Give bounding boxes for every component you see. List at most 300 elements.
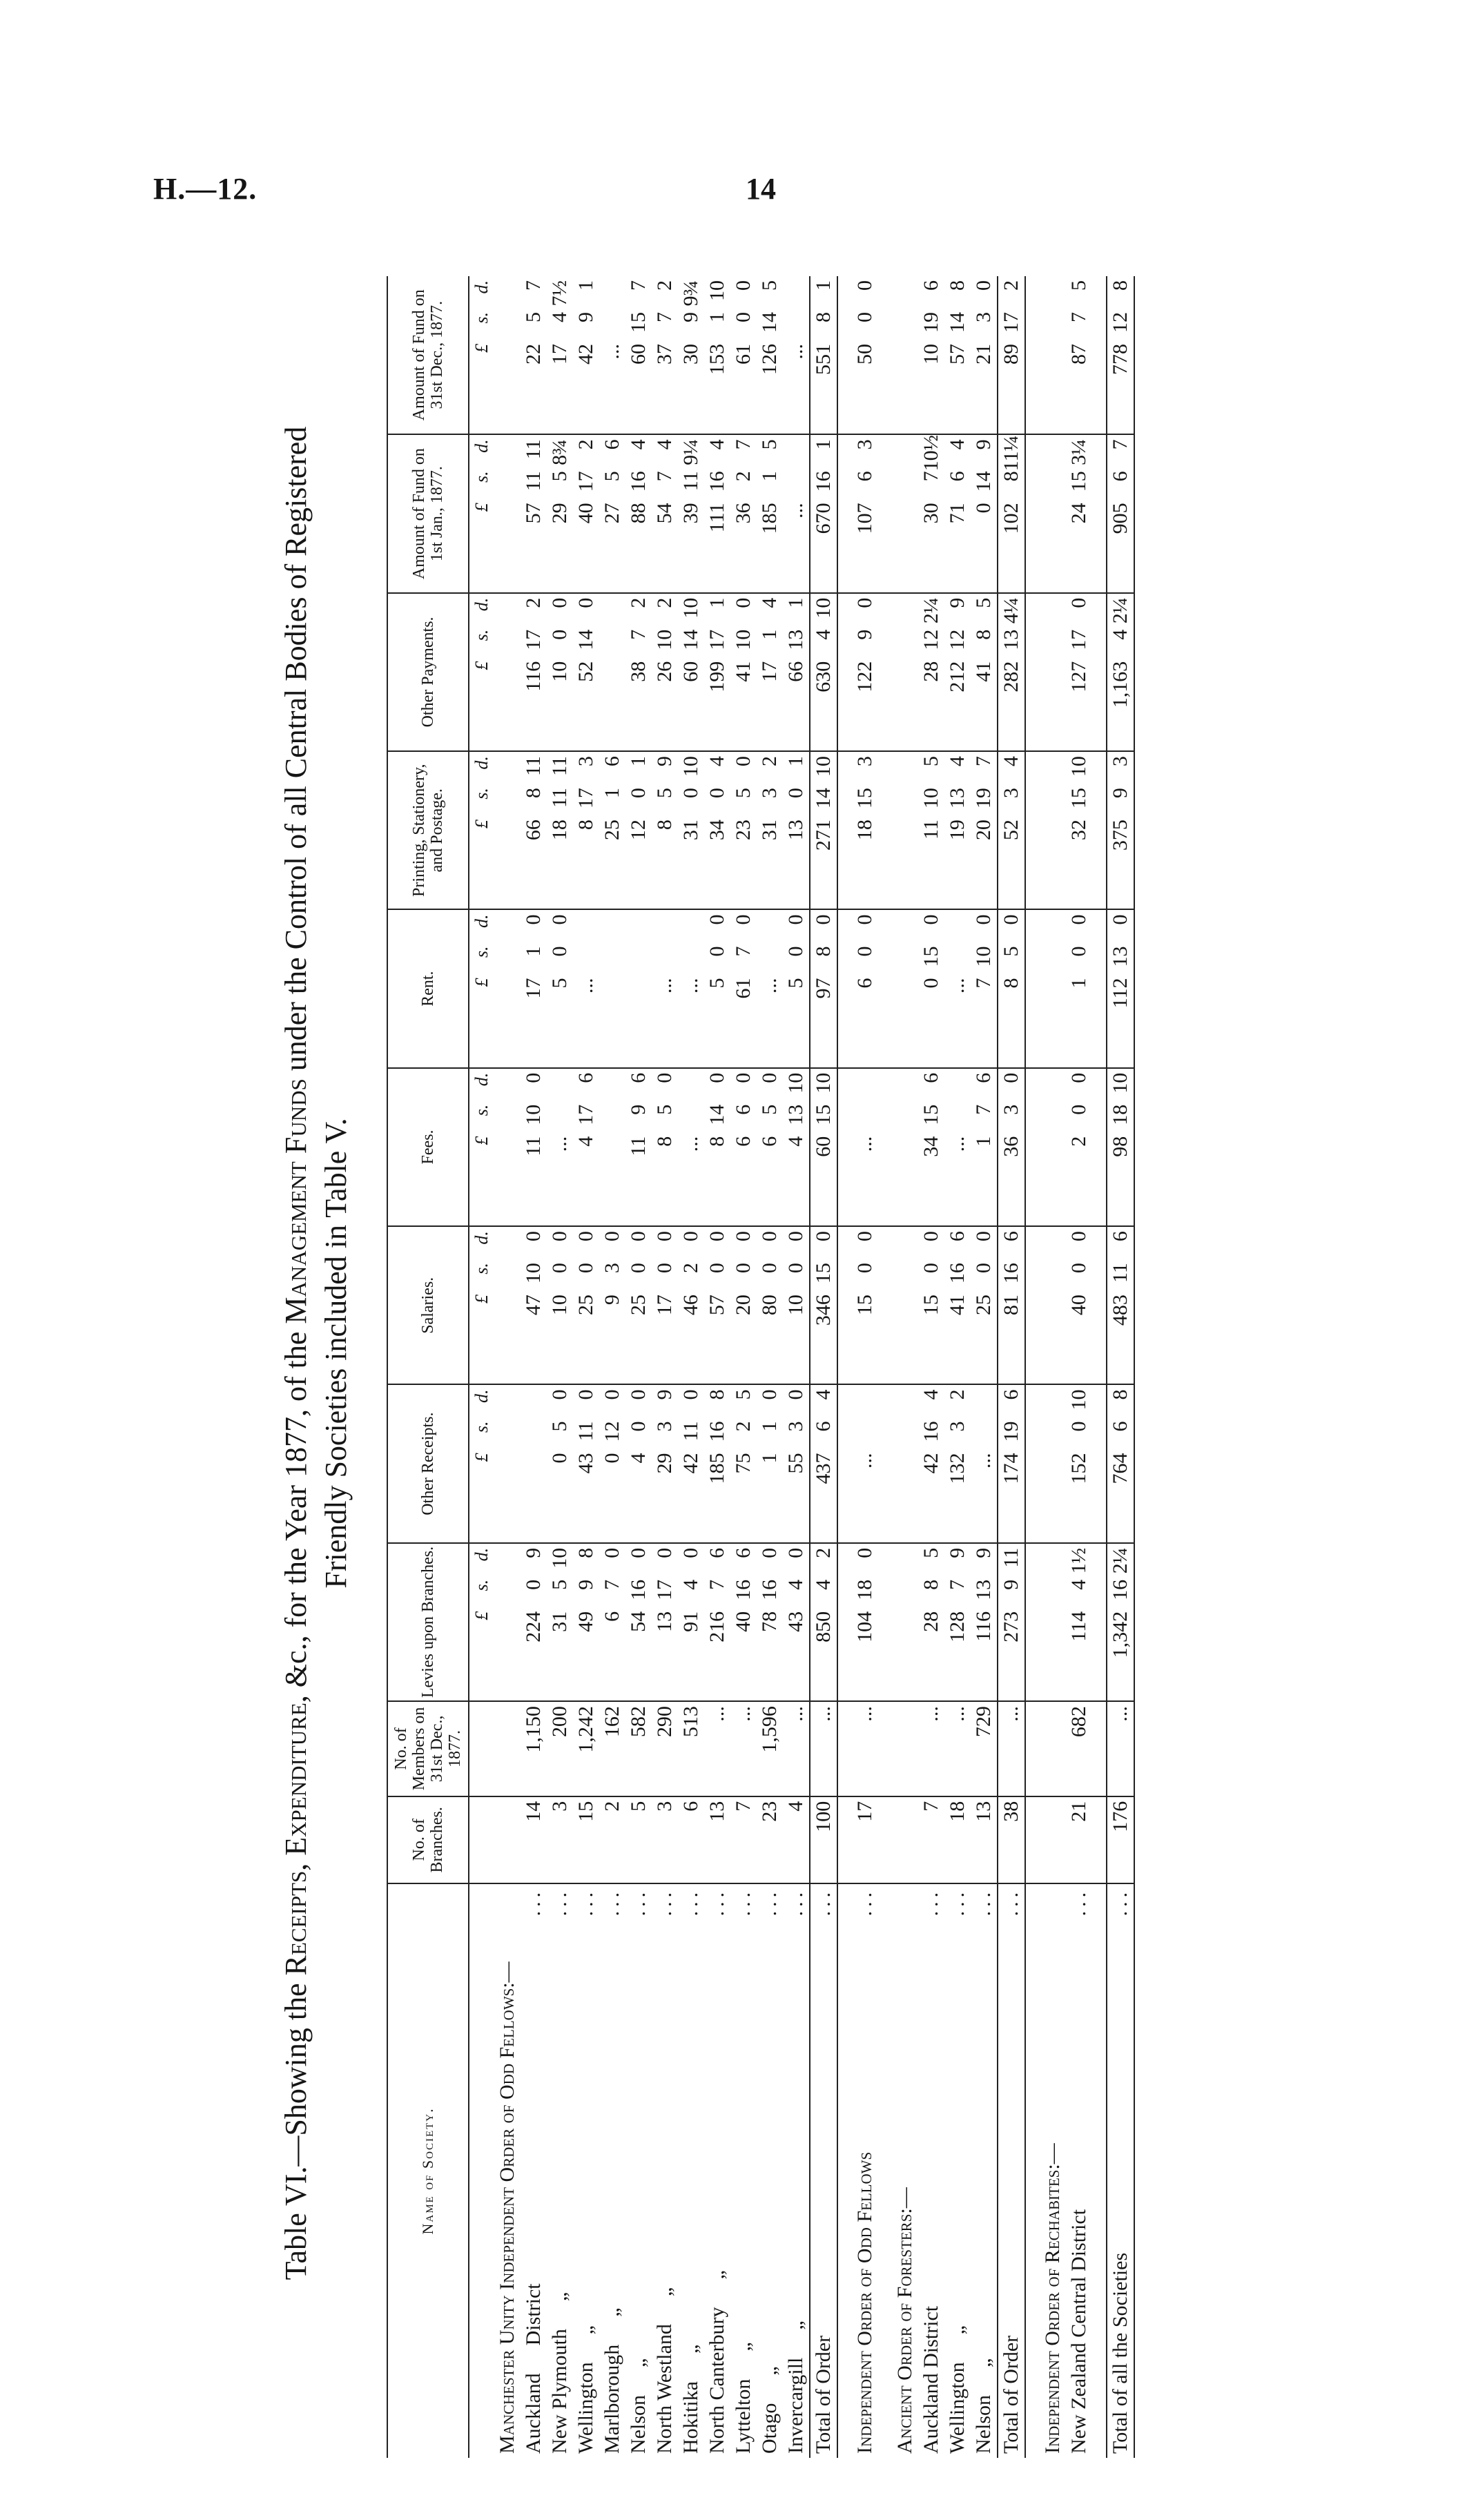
levies-cell [1066, 1543, 1092, 1701]
printing-cell-l: 20 [972, 820, 995, 841]
fees-cell-lsd [784, 1069, 808, 1225]
levies-cell [852, 1543, 878, 1701]
fund_end-cell-d [601, 276, 624, 312]
fees-cell-lsd [946, 1069, 969, 1225]
fees-cell [852, 1068, 878, 1226]
spacer-cell [837, 1068, 852, 1226]
rent-cell [625, 909, 652, 1067]
printing-cell-d: 3 [1109, 756, 1132, 767]
levies-cell-d: 0 [853, 1547, 876, 1558]
society-name: North Westland [653, 2324, 676, 2454]
rent-cell-lsd [1000, 910, 1023, 1067]
units-fund_start [469, 434, 494, 592]
salaries-cell-lsd [574, 1227, 598, 1384]
levies-cell-lsd [653, 1544, 677, 1700]
other-cell [810, 1384, 837, 1542]
fund_end-cell-d: 0 [853, 280, 876, 291]
other-cell [599, 1384, 625, 1542]
spacer-row [837, 276, 852, 2458]
fund_end-cell [757, 276, 783, 434]
spacer-cell [1092, 434, 1107, 592]
fund_start-cell [521, 434, 547, 592]
salaries-cell-d: 0 [853, 1231, 876, 1242]
spacer-cell [878, 1226, 892, 1384]
other_pay-cell-d: 0 [853, 597, 876, 608]
other_pay-cell-s: 17 [706, 629, 728, 650]
fund_end-cell-d: 9¾ [679, 280, 702, 307]
fund_start-cell [971, 434, 998, 592]
fund_start-cell [757, 434, 783, 592]
branches-cell: 15 [573, 1796, 599, 1883]
fund_start-cell-s: 5 [601, 471, 623, 482]
table-row [652, 276, 678, 2458]
rent-cell-s [574, 946, 598, 978]
levies-cell [573, 1543, 599, 1701]
rent-cell [757, 909, 783, 1067]
spacer-cell [878, 1701, 892, 1796]
fund_start-cell-d: 7 [1109, 439, 1132, 450]
other_pay-cell-l: 1,163 [1109, 661, 1132, 708]
rent-cell [1107, 909, 1134, 1067]
spacer-cell [878, 593, 892, 751]
fund_start-cell-s: 7 [920, 471, 942, 482]
table-row [1040, 276, 1066, 2458]
unit-l-label: £ [472, 978, 492, 987]
rent-cell-l: 5 [784, 978, 807, 989]
fund_start-cell-s: 16 [706, 471, 728, 492]
table-row [494, 276, 521, 2458]
levies-cell [625, 1543, 652, 1701]
salaries-cell-lsd [853, 1227, 877, 1384]
levies-cell-l: 40 [732, 1611, 755, 1632]
fund_start-cell-s [784, 471, 808, 503]
fund_start-cell-lsd [946, 435, 969, 592]
salaries-cell-s: 0 [574, 1263, 597, 1274]
levies-cell-s: 4 [1067, 1579, 1090, 1590]
district-suffix: District [522, 2283, 545, 2346]
printing-cell-lsd [946, 752, 969, 909]
other-cell-lsd [1067, 1385, 1091, 1542]
district-suffix: „ [972, 2358, 995, 2367]
fund_end-cell-lsd [758, 276, 781, 434]
printing-cell-s: 19 [972, 788, 995, 809]
fund_start-cell-d: 6 [601, 439, 623, 450]
spacer-cell [1092, 1068, 1107, 1226]
rent-cell-l: ... [679, 978, 702, 994]
fees-cell-s [548, 1105, 572, 1136]
spacer-cell [1092, 1226, 1107, 1384]
fund_start-cell-s: 6 [853, 471, 876, 482]
rent-cell [971, 909, 998, 1067]
fund_start-cell-s: 16 [812, 471, 835, 492]
rent-cell-l: 6 [853, 978, 876, 989]
units-fund_end-lsd [472, 276, 492, 434]
other-cell-d: 4 [920, 1389, 942, 1400]
printing-cell-s: 13 [946, 788, 969, 809]
unit-d-label: d. [472, 439, 492, 453]
levies-cell-d: 0 [627, 1547, 650, 1558]
fund_start-cell-l: 185 [758, 503, 781, 534]
spacer-cell [837, 1701, 852, 1796]
fund_end-cell-s [784, 312, 808, 344]
levies-cell-s: 16 [627, 1579, 650, 1600]
members-cell: ... [1107, 1701, 1134, 1796]
levies-cell [547, 1543, 573, 1701]
other-cell-lsd [706, 1385, 729, 1542]
levies-cell-lsd [601, 1544, 624, 1700]
salaries-cell-lsd [732, 1227, 755, 1384]
printing-cell [678, 751, 704, 909]
levies-cell-s: 18 [853, 1579, 876, 1600]
empty-cell [494, 1226, 521, 1384]
fund_start-cell-lsd [522, 435, 545, 592]
other-cell-lsd [601, 1385, 624, 1542]
rent-cell-l: 5 [706, 978, 728, 989]
other-cell-s: 1 [758, 1421, 781, 1432]
fund_end-cell-s: 9 [574, 312, 597, 322]
rent-cell [730, 909, 757, 1067]
fund_end-cell [547, 276, 573, 434]
other-cell-d: 8 [1109, 1389, 1132, 1400]
fund_end-cell-l: 50 [853, 344, 876, 365]
fund_start-cell [852, 434, 878, 592]
title-management-funds: Management Funds [279, 1078, 313, 1324]
fund_end-cell-l: 30 [679, 344, 702, 365]
printing-cell-d: 2 [758, 756, 781, 767]
rent-cell-lsd [812, 910, 835, 1067]
society-name: Lyttelton [732, 2378, 755, 2454]
fund_end-cell [730, 276, 757, 434]
salaries-cell [573, 1226, 599, 1384]
salaries-cell-lsd [920, 1227, 943, 1384]
fund_end-cell-s: 19 [920, 312, 942, 333]
fees-cell-s [853, 1105, 877, 1136]
salaries-cell [652, 1226, 678, 1384]
salaries-cell-l: 25 [574, 1295, 597, 1316]
levies-cell [998, 1543, 1025, 1701]
fund_end-cell-d: 7 [627, 280, 650, 291]
fund_end-cell-s: 14 [758, 312, 781, 333]
levies-cell-lsd [758, 1544, 781, 1700]
levies-cell-s: 7 [946, 1579, 969, 1590]
other_pay-cell-d: 9 [946, 597, 969, 608]
title-line2: Friendly Societies included in Table V. [319, 1118, 353, 1589]
branches-cell: 2 [599, 1796, 625, 1883]
fund_start-cell-d: 10½ [920, 434, 942, 472]
table-row [730, 276, 757, 2458]
levies-cell [599, 1543, 625, 1701]
other_pay-cell-s: 12 [946, 629, 969, 650]
salaries-cell [757, 1226, 783, 1384]
rotated-table-block [279, 249, 1263, 2458]
other-cell-d: 0 [627, 1389, 650, 1400]
column-header-row [387, 276, 469, 2458]
spacer-cell [837, 1226, 852, 1384]
printing-cell-d: 4 [946, 756, 969, 767]
fees-cell-d: 10 [812, 1072, 835, 1094]
salaries-cell-d: 0 [627, 1231, 650, 1242]
district-suffix: „ [784, 2320, 807, 2330]
rent-cell [944, 909, 971, 1067]
salaries-cell-d: 0 [653, 1231, 676, 1242]
salaries-cell-s: 0 [548, 1263, 571, 1274]
table-row [704, 276, 730, 2458]
other_pay-cell-s: 13 [784, 629, 807, 650]
society-name-cell [944, 1883, 971, 2458]
fees-cell-l: 6 [732, 1136, 755, 1147]
fees-cell-l: 11 [522, 1136, 545, 1156]
fees-cell-l: ... [548, 1136, 571, 1152]
fund_start-cell-d: 2 [574, 439, 597, 450]
other-cell [521, 1384, 547, 1542]
levies-cell-s: 9 [574, 1579, 597, 1590]
spacer-cell [1025, 1796, 1040, 1883]
other-cell [971, 1384, 998, 1542]
rent-cell [1066, 909, 1092, 1067]
printing-cell-l: 31 [679, 820, 702, 841]
levies-cell-l: 104 [853, 1611, 876, 1642]
other-cell-d: 6 [1000, 1389, 1022, 1400]
fund_end-cell-d: 5 [1067, 280, 1090, 291]
salaries-cell-lsd [812, 1227, 835, 1384]
other_pay-cell-l: 52 [574, 661, 597, 682]
salaries-cell-lsd [784, 1227, 808, 1384]
salaries-cell-lsd [548, 1227, 572, 1384]
unit-s-label: s. [472, 471, 492, 483]
fund_start-cell-s: 8 [1000, 471, 1022, 482]
branches-cell: 13 [971, 1796, 998, 1883]
printing-cell-s: 1 [601, 788, 623, 799]
society-name: Invercargill [784, 2357, 807, 2454]
fees-cell [678, 1068, 704, 1226]
levies-cell-d: 6 [732, 1547, 755, 1558]
printing-cell-lsd [1109, 752, 1132, 909]
other-cell-l: ... [853, 1453, 876, 1469]
society-name-cell [971, 1883, 998, 2458]
fund_start-cell [1107, 434, 1134, 592]
other-cell-l: 437 [812, 1453, 835, 1484]
other_pay-cell-l: 17 [758, 661, 781, 682]
salaries-cell-d: 0 [972, 1231, 995, 1242]
other_pay-cell-lsd [946, 594, 969, 750]
fund_end-cell-d: 0 [972, 280, 995, 291]
members-cell: 729 [971, 1701, 998, 1796]
members-cell: ... [852, 1701, 878, 1796]
other-cell-d [972, 1385, 996, 1421]
salaries-cell-l: 17 [653, 1295, 676, 1316]
levies-cell-d: 0 [758, 1547, 781, 1558]
rent-cell [599, 909, 625, 1067]
rent-cell-l: 97 [812, 978, 835, 999]
printing-cell-s: 8 [522, 788, 545, 799]
col-header-other-payments: Other Payments. [387, 593, 469, 751]
society-name-cell [599, 1883, 625, 2458]
other_pay-cell-lsd [706, 594, 729, 750]
printing-cell-d: 9 [653, 756, 676, 767]
leader-dots: ... [601, 1888, 623, 1917]
spacer-cell [878, 1384, 892, 1542]
printing-cell-l: 271 [812, 820, 835, 851]
fund_end-cell-l: 21 [972, 344, 995, 365]
fund_end-cell-d: 2 [1000, 280, 1022, 291]
rent-cell-d: 0 [1109, 914, 1132, 925]
printing-cell-s: 11 [548, 788, 571, 808]
other-cell-l: 75 [732, 1453, 755, 1474]
other-cell-l: 185 [706, 1453, 728, 1484]
fund_start-cell-s: 17 [574, 471, 597, 492]
other_pay-cell-l: 10 [548, 661, 571, 682]
fund_start-cell-l: 36 [732, 503, 755, 524]
levies-cell-l: 116 [972, 1611, 995, 1642]
rent-cell-l: 5 [548, 978, 571, 989]
levies-cell-d: 8 [574, 1547, 597, 1558]
fees-cell-lsd [522, 1069, 545, 1225]
leader-dots: ... [784, 1888, 807, 1917]
levies-cell-d: 9 [972, 1547, 995, 1558]
levies-cell [730, 1543, 757, 1701]
fees-cell [599, 1068, 625, 1226]
salaries-cell-d: 0 [706, 1231, 728, 1242]
page-number: 14 [746, 172, 776, 206]
rent-cell-d: 0 [853, 914, 876, 925]
salaries-cell-lsd [653, 1227, 677, 1384]
rent-cell-l: ... [758, 978, 781, 994]
salaries-cell [547, 1226, 573, 1384]
col-header-members: No. of Members on 31st Dec., 1877. [387, 1701, 469, 1796]
other_pay-cell-lsd [972, 594, 996, 750]
fund_start-cell [944, 434, 971, 592]
units-other_pay-lsd [472, 594, 492, 750]
spacer-cell [1025, 593, 1040, 751]
fund_end-cell-l: 89 [1000, 344, 1022, 365]
district-suffix: „ [627, 2358, 650, 2367]
other_pay-cell-lsd [920, 594, 943, 750]
empty-cell [494, 593, 521, 751]
fund_start-cell-d: 4 [653, 439, 676, 450]
salaries-cell-lsd [946, 1227, 969, 1384]
levies-cell-l: 273 [1000, 1611, 1022, 1642]
rent-cell-s: 5 [1000, 946, 1022, 957]
rent-cell-lsd [853, 910, 877, 1067]
spacer-cell [837, 751, 852, 909]
spacer-cell [837, 909, 852, 1067]
fees-cell-d: 6 [920, 1072, 942, 1083]
fees-cell [971, 1068, 998, 1226]
other_pay-cell-l: 26 [653, 661, 676, 682]
fund_start-cell-lsd [574, 435, 598, 592]
printing-cell-s: 17 [574, 788, 597, 809]
other_pay-cell-lsd [627, 594, 650, 750]
society-name-cell [730, 1883, 757, 2458]
salaries-cell-l: 25 [627, 1295, 650, 1316]
other-cell-d: 0 [679, 1389, 702, 1400]
printing-cell-s: 0 [679, 788, 702, 799]
other_pay-cell-l: 41 [972, 661, 995, 682]
rent-cell-s: 0 [1067, 946, 1090, 957]
salaries-cell [998, 1226, 1025, 1384]
other_pay-cell [918, 593, 944, 751]
rent-cell-s: 0 [706, 946, 728, 957]
society-name: Total of Order [1000, 2335, 1022, 2454]
salaries-cell-l: 25 [972, 1295, 995, 1316]
levies-cell-lsd [972, 1544, 996, 1700]
printing-cell [918, 751, 944, 909]
fund_start-cell-lsd [601, 435, 624, 592]
fund_end-cell [783, 276, 810, 434]
fund_end-cell-lsd [653, 276, 677, 434]
other_pay-cell-lsd [784, 594, 808, 750]
other-cell-d: 4 [812, 1389, 835, 1400]
leader-dots: ... [653, 1888, 676, 1917]
levies-cell-lsd [853, 1544, 877, 1700]
spacer-cell [878, 276, 892, 434]
table-row [547, 276, 573, 2458]
levies-cell-l: 43 [784, 1611, 807, 1632]
levies-cell-d: 1½ [1067, 1547, 1090, 1574]
printing-cell-d: 7 [972, 756, 995, 767]
management-funds-table [387, 276, 1135, 2458]
empty-cell [1040, 751, 1066, 909]
rent-cell-lsd [1067, 910, 1091, 1067]
branches-cell: 7 [730, 1796, 757, 1883]
table-row [852, 276, 878, 2458]
salaries-cell-d: 0 [601, 1231, 623, 1242]
other_pay-cell [625, 593, 652, 751]
fees-cell-d: 10 [784, 1072, 807, 1094]
fund_end-cell [810, 276, 837, 434]
fund_end-cell-l: ... [784, 344, 807, 360]
other_pay-cell-lsd [679, 594, 703, 750]
rent-cell [652, 909, 678, 1067]
fund_end-cell [678, 276, 704, 434]
branches-cell: 6 [678, 1796, 704, 1883]
levies-cell-l: 54 [627, 1611, 650, 1632]
fund_start-cell-d: 11 [522, 439, 545, 460]
salaries-cell-s: 0 [732, 1263, 755, 1274]
rent-cell [810, 909, 837, 1067]
salaries-cell-s: 16 [946, 1263, 969, 1284]
fees-cell-d: 6 [574, 1072, 597, 1083]
fund_end-cell-d: 2 [653, 280, 676, 291]
society-name-cell [1066, 1883, 1092, 2458]
col-header-rent: Rent. [387, 909, 469, 1067]
fund_start-cell-lsd [758, 435, 781, 592]
unit-s-label: s. [472, 1421, 492, 1433]
salaries-cell-lsd [601, 1227, 624, 1384]
printing-cell-l: 8 [653, 820, 676, 831]
fund_start-cell-lsd [627, 435, 650, 592]
fund_end-cell-lsd [972, 276, 996, 434]
table-row [1066, 276, 1092, 2458]
fund_start-cell-s: 7 [653, 471, 676, 482]
printing-cell-l: 23 [732, 820, 755, 841]
other-cell [783, 1384, 810, 1542]
units-levies-lsd [472, 1544, 492, 1700]
other_pay-cell [521, 593, 547, 751]
other-cell [652, 1384, 678, 1542]
rent-cell-l: ... [574, 978, 597, 994]
levies-cell-d: 2 [812, 1547, 835, 1558]
other_pay-cell-s: 10 [653, 629, 676, 650]
rent-cell-lsd [732, 910, 755, 1067]
spacer-cell [1092, 909, 1107, 1067]
salaries-cell [678, 1226, 704, 1384]
fund_end-cell-lsd [706, 276, 729, 434]
col-header-printing: Printing, Stationery, and Postage. [387, 751, 469, 909]
fees-cell [573, 1068, 599, 1226]
salaries-cell-l: 81 [1000, 1295, 1022, 1316]
unit-s-label: s. [472, 1104, 492, 1116]
